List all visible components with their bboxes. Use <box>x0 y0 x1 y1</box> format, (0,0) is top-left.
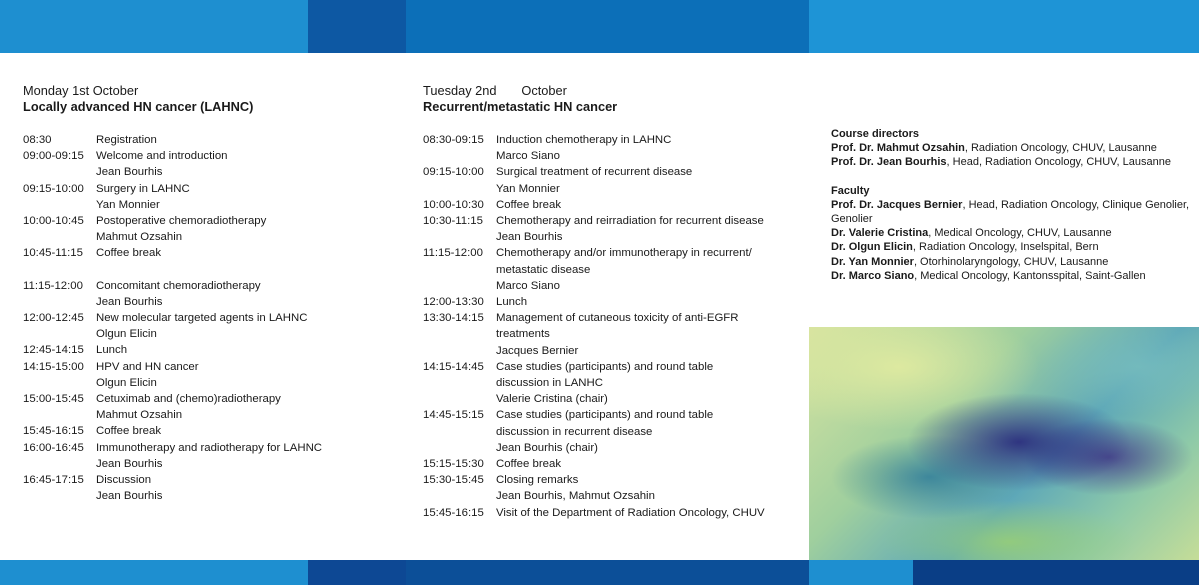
faculty-affiliation: , Otorhinolaryngology, CHUV, Lausanne <box>913 255 1109 268</box>
director-entry <box>831 155 1191 169</box>
bottom-band-center <box>406 560 809 585</box>
director-entry <box>831 141 1191 155</box>
session-time: 09:15-10:00 <box>23 182 84 195</box>
faculty-affiliation: , Head, Radiation Oncology, Clinique Genolier, Genolier <box>831 198 1190 226</box>
faculty-affiliation: , Medical Oncology, Kantonsspital, Saint-Gallen <box>914 269 1146 282</box>
session <box>23 148 393 164</box>
session <box>423 472 803 488</box>
session-speaker: Olgun Elicin <box>96 328 157 341</box>
session-time: 10:00-10:45 <box>23 215 84 228</box>
director-affiliation: , Head, Radiation Oncology, CHUV, Lausanne <box>946 156 1171 169</box>
session-title: Case studies (participants) and round table <box>496 360 714 373</box>
day1-theme: Locally advanced HN cancer (LAHNC) <box>23 99 254 114</box>
session <box>23 342 393 358</box>
session-title: Surgery in LAHNC <box>96 182 190 195</box>
session-title: Management of cutaneous toxicity of anti-EGFR <box>496 312 739 325</box>
session-title: Registration <box>96 134 157 146</box>
session-speaker: Jean Bourhis <box>96 295 163 308</box>
session-title-continued: discussion in recurrent disease <box>496 425 653 438</box>
session-title: Induction chemotherapy in LAHNC <box>496 134 672 146</box>
session-time: 11:15-12:00 <box>423 247 483 260</box>
session-title-continued: metastatic disease <box>496 263 591 276</box>
session-time: 10:45-11:15 <box>23 247 83 260</box>
session <box>423 294 803 310</box>
session <box>23 181 393 197</box>
decorative-texture-image <box>809 327 1199 560</box>
session <box>423 164 803 180</box>
session-time: 08:30-09:15 <box>423 134 484 146</box>
session-time: 11:15-12:00 <box>23 279 83 292</box>
session-time: 15:15-15:30 <box>423 458 484 471</box>
session-time: 10:00-10:30 <box>423 198 484 211</box>
session-title-continued: discussion in LANHC <box>496 377 603 390</box>
session-title: Welcome and introduction <box>96 150 228 163</box>
faculty-entry <box>831 198 1191 226</box>
session <box>423 132 803 148</box>
session-time: 12:00-12:45 <box>23 312 84 325</box>
director-name: Prof. Dr. Mahmut Ozsahin <box>831 142 965 155</box>
session-title: Case studies (participants) and round table <box>496 409 714 422</box>
day1-program <box>23 83 393 504</box>
session <box>23 278 393 294</box>
session-time: 12:00-13:30 <box>423 296 484 309</box>
session-time: 14:15-14:45 <box>423 360 484 373</box>
session <box>423 407 803 423</box>
session-time: 15:30-15:45 <box>423 474 484 487</box>
faculty-name: Dr. Marco Siano <box>831 269 915 282</box>
top-band-center <box>406 0 809 53</box>
session-time: 09:15-10:00 <box>423 166 484 179</box>
session-title: Chemotherapy and/or immunotherapy in recurrent/ <box>496 247 752 260</box>
session <box>23 132 393 148</box>
session-title: Chemotherapy and reirradiation for recurrent disease <box>496 215 764 228</box>
session-time: 09:00-09:15 <box>23 150 84 163</box>
session-speaker: Jean Bourhis <box>96 166 163 179</box>
session-time: 15:45-16:15 <box>23 425 84 438</box>
session-speaker: Jean Bourhis <box>96 490 163 503</box>
session <box>23 213 393 229</box>
session <box>423 245 803 261</box>
session-title: Coffee break <box>496 198 562 211</box>
faculty-affiliation: , Radiation Oncology, Inselspital, Bern <box>912 241 1099 254</box>
session <box>23 245 393 261</box>
faculty-heading: Faculty <box>831 184 870 197</box>
faculty-name: Dr. Valerie Cristina <box>831 227 929 240</box>
session-speaker: Jean Bourhis <box>496 231 563 244</box>
session-speaker: Jean Bourhis <box>96 457 163 470</box>
session-title: Coffee break <box>496 458 562 471</box>
session-time: 15:45-16:15 <box>423 506 484 519</box>
session <box>23 310 393 326</box>
top-band-left <box>0 0 308 53</box>
session-time: 15:00-15:45 <box>23 393 84 406</box>
session-time: 16:00-16:45 <box>23 441 84 454</box>
session-speaker: Mahmut Ozsahin <box>96 409 183 422</box>
day1-date: Monday 1st October <box>23 83 139 98</box>
session-speaker: Yan Monnier <box>96 198 160 211</box>
director-name: Prof. Dr. Jean Bourhis <box>831 156 947 169</box>
session-title: Cetuximab and (chemo)radiotherapy <box>96 393 281 406</box>
session <box>23 359 393 375</box>
session-speaker: Marco Siano <box>496 279 560 292</box>
session-title: Lunch <box>96 344 128 357</box>
session <box>23 423 393 439</box>
session <box>23 472 393 488</box>
bottom-band-accent <box>308 560 406 585</box>
session-title: Concomitant chemoradiotherapy <box>96 279 261 292</box>
session-title: Surgical treatment of recurrent disease <box>496 166 693 179</box>
day2-date: Tuesday 2nd October <box>423 83 567 98</box>
session-speaker: Jean Bourhis, Mahmut Ozsahin <box>496 490 655 503</box>
session <box>423 505 803 521</box>
session <box>23 440 393 456</box>
session-speaker: Valerie Cristina (chair) <box>496 393 608 406</box>
faculty-name: Dr. Olgun Elicin <box>831 241 913 254</box>
session <box>423 197 803 213</box>
session-title-continued: treatments <box>496 328 550 341</box>
day2-program <box>423 83 803 521</box>
session-speaker: Mahmut Ozsahin <box>96 231 183 244</box>
session <box>423 456 803 472</box>
session-title: Lunch <box>496 296 528 309</box>
session <box>23 391 393 407</box>
session-title: Closing remarks <box>496 474 579 487</box>
session <box>423 310 803 326</box>
session-speaker: Olgun Elicin <box>96 376 157 389</box>
course-info <box>831 127 1191 283</box>
directors-heading: Course directors <box>831 128 920 140</box>
bottom-band-right-light <box>809 560 913 585</box>
session-time: 13:30-14:15 <box>423 312 484 325</box>
session-title: Coffee break <box>96 247 162 260</box>
session-title: HPV and HN cancer <box>96 360 199 373</box>
session-title: Immunotherapy and radiotherapy for LAHNC <box>96 441 323 454</box>
session-speaker: Jacques Bernier <box>496 344 579 357</box>
session-speaker: Marco Siano <box>496 150 560 163</box>
bottom-band-left <box>0 560 308 585</box>
top-band-accent <box>308 0 406 53</box>
session-time: 12:45-14:15 <box>23 344 84 357</box>
director-affiliation: , Radiation Oncology, CHUV, Lausanne <box>964 142 1157 155</box>
session-title: Coffee break <box>96 425 162 438</box>
session-speaker: Yan Monnier <box>496 182 560 195</box>
session-title: Discussion <box>96 474 152 487</box>
session-time: 14:45-15:15 <box>423 409 484 422</box>
session-time: 08:30 <box>23 134 52 146</box>
faculty-name: Prof. Dr. Jacques Bernier <box>831 198 963 211</box>
session-time: 14:15-15:00 <box>23 360 84 373</box>
faculty-affiliation: , Medical Oncology, CHUV, Lausanne <box>928 227 1112 240</box>
session <box>423 359 803 375</box>
top-band-right <box>809 0 1199 53</box>
faculty-entry <box>831 255 1191 269</box>
session-speaker: Jean Bourhis (chair) <box>496 441 598 454</box>
session-title: New molecular targeted agents in LAHNC <box>96 312 308 325</box>
session <box>423 213 803 229</box>
faculty-entry <box>831 226 1191 240</box>
session-title: Postoperative chemoradiotherapy <box>96 215 267 228</box>
faculty-name: Dr. Yan Monnier <box>831 255 914 268</box>
faculty-entry <box>831 240 1191 254</box>
session-time: 16:45-17:15 <box>23 474 84 487</box>
faculty-entry <box>831 269 1191 283</box>
session-title: Visit of the Department of Radiation Oncology, CHUV <box>496 506 765 519</box>
day2-theme: Recurrent/metastatic HN cancer <box>423 99 618 114</box>
bottom-band-right-dark <box>913 560 1199 585</box>
session-time: 10:30-11:15 <box>423 215 483 228</box>
